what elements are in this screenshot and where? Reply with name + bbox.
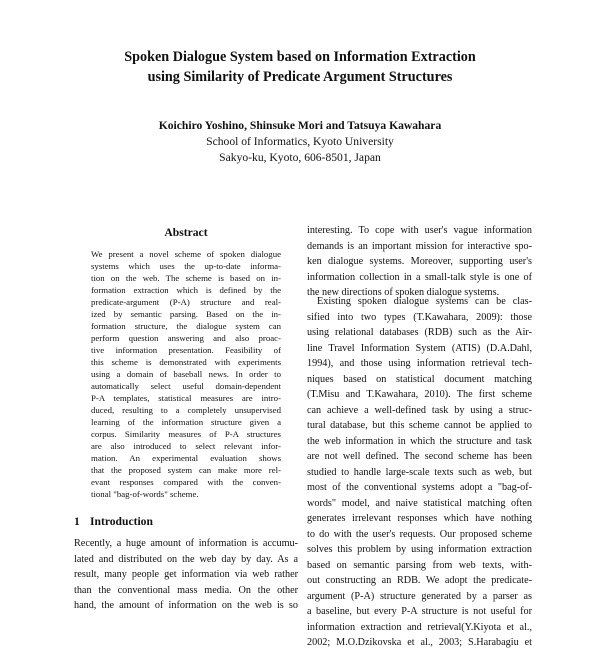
body-line: to do with the user's requests. Our proposed scheme	[307, 528, 532, 540]
body-line: the new directions of spoken dialogue systems.	[307, 287, 500, 298]
body-line: generates irrelevant responses which have nothing	[307, 513, 532, 524]
abstract-line: automatically select useful domain-dependent	[91, 381, 281, 391]
intro-left-paragraph	[74, 536, 298, 614]
abstract-line: tive information presentation. Feasibility of	[91, 345, 281, 355]
body-line: solves this problem by using information extraction	[307, 544, 532, 555]
abstract-line: P-A templates, statistical measures are intro-	[91, 393, 281, 403]
body-line: based on semantic parsing from web texts, with-	[307, 559, 532, 571]
body-line: demands is an important mission for interactive spo-	[307, 240, 532, 252]
section-title: Introduction	[90, 515, 153, 528]
body-line: information extraction and retrieval(Y.Kiyota et al.,	[307, 621, 532, 633]
abstract-line: learning of the information structure given a	[91, 417, 281, 427]
abstract-text	[91, 248, 281, 500]
abstract-line: mation. An experimental evaluation shows	[91, 453, 281, 463]
abstract-line: duced, resulting to a completely unsupervised	[91, 405, 281, 415]
body-line: out constructing an RDB. We adopt the predicate-	[307, 575, 532, 586]
abstract-line: tion on the web. The scheme is based on in-	[91, 273, 281, 283]
body-line: Existing spoken dialogue systems can be clas-	[317, 296, 532, 307]
abstract-line: this scheme is demonstrated with experiments	[91, 357, 281, 367]
author-names: Koichiro Yoshino, Shinsuke Mori and Tatsuya Kawahara	[158, 119, 442, 132]
body-line: sified into two types (T.Kawahara, 2009): those	[307, 311, 532, 323]
body-line: ken dialogue systems. Moreover, supporting user's	[307, 256, 532, 267]
abstract-heading: Abstract	[164, 226, 208, 239]
body-line: argument (P-A) structure generated by a parser as	[307, 590, 532, 602]
body-line: a baseline, but every P-A structure is not useful for	[307, 606, 532, 617]
section-heading	[74, 514, 298, 530]
body-line: information collection in a small-talk style is one of	[307, 271, 532, 283]
abstract-line: are also introduced to select relevant infor-	[91, 441, 281, 451]
affiliation-line: School of Informatics, Kyoto University	[206, 135, 394, 148]
abstract-line: ized by semantic parsing. Based on the in-	[91, 309, 281, 319]
abstract-line: tional "bag-of-words" scheme.	[91, 489, 199, 499]
intro-right-paragraph-1	[307, 223, 532, 301]
title-line: using Similarity of Predicate Argument Structures	[147, 69, 453, 85]
author-block	[60, 118, 540, 166]
abstract-line: evant responses compared with the conven-	[91, 477, 281, 487]
body-line: 1994), and those using information retrieval tech-	[307, 358, 532, 369]
body-line: the web information in which the structure and task	[307, 435, 532, 447]
body-line: lated and distributed on the web day by day. As a	[74, 553, 298, 565]
body-line: can achieve a well-defined task by using a struc-	[307, 404, 532, 416]
abstract-line: We present a novel scheme of spoken dialogue	[91, 249, 281, 259]
paper-title	[60, 47, 540, 87]
body-line: words" model, and naive statistical matching often	[307, 497, 532, 509]
abstract-line: formation structure, the dialogue system can	[91, 321, 281, 331]
body-line: line Travel Information System (ATIS) (D.A.Dahl,	[307, 342, 532, 354]
body-line: (T.Misu and T.Kawahara, 2010). The first scheme	[307, 389, 532, 400]
body-line: using relational databases (RDB) such as the Air-	[307, 327, 532, 338]
body-line: niques based on statistical document matching	[307, 373, 532, 385]
abstract-line: formation extraction which is defined by the	[91, 285, 281, 295]
body-line: 2002; M.O.Dzikovska et al., 2003; S.Harabagiu et	[307, 637, 532, 648]
abstract-line: using a domain of baseball news. In order to	[91, 369, 281, 379]
body-line: most of the conventional systems adopt a "bag-of-	[307, 482, 532, 493]
title-line: Spoken Dialogue System based on Information Extraction	[124, 49, 476, 65]
body-line: hand, the amount of information on the web is so	[74, 600, 298, 611]
intro-right-paragraph-2	[307, 294, 532, 651]
abstract-line: corpus. Similarity measures of P-A structures	[91, 429, 281, 439]
abstract-line: that the proposed system can make more rel-	[91, 465, 281, 475]
abstract-line: systems which uses the up-to-date informa-	[91, 261, 281, 271]
body-line: interesting. To cope with user's vague information	[307, 225, 532, 236]
section-number: 1	[74, 515, 80, 528]
abstract-line: perform question answering and also proac-	[91, 333, 281, 343]
body-line: result, many people get information via web rather	[74, 569, 298, 580]
body-line: Recently, a huge amount of information is accumu-	[74, 538, 298, 549]
body-line: than the conventional mass media. On the other	[74, 584, 298, 596]
body-line: studied to handle large-scale texts such as web, but	[307, 466, 532, 478]
body-line: are not well defined. The second scheme has been	[307, 451, 532, 462]
affiliation-line: Sakyo-ku, Kyoto, 606-8501, Japan	[219, 151, 381, 164]
abstract-line: predicate-argument (P-A) structure and real-	[91, 297, 281, 307]
body-line: tural database, but this scheme cannot be applied to	[307, 420, 532, 431]
